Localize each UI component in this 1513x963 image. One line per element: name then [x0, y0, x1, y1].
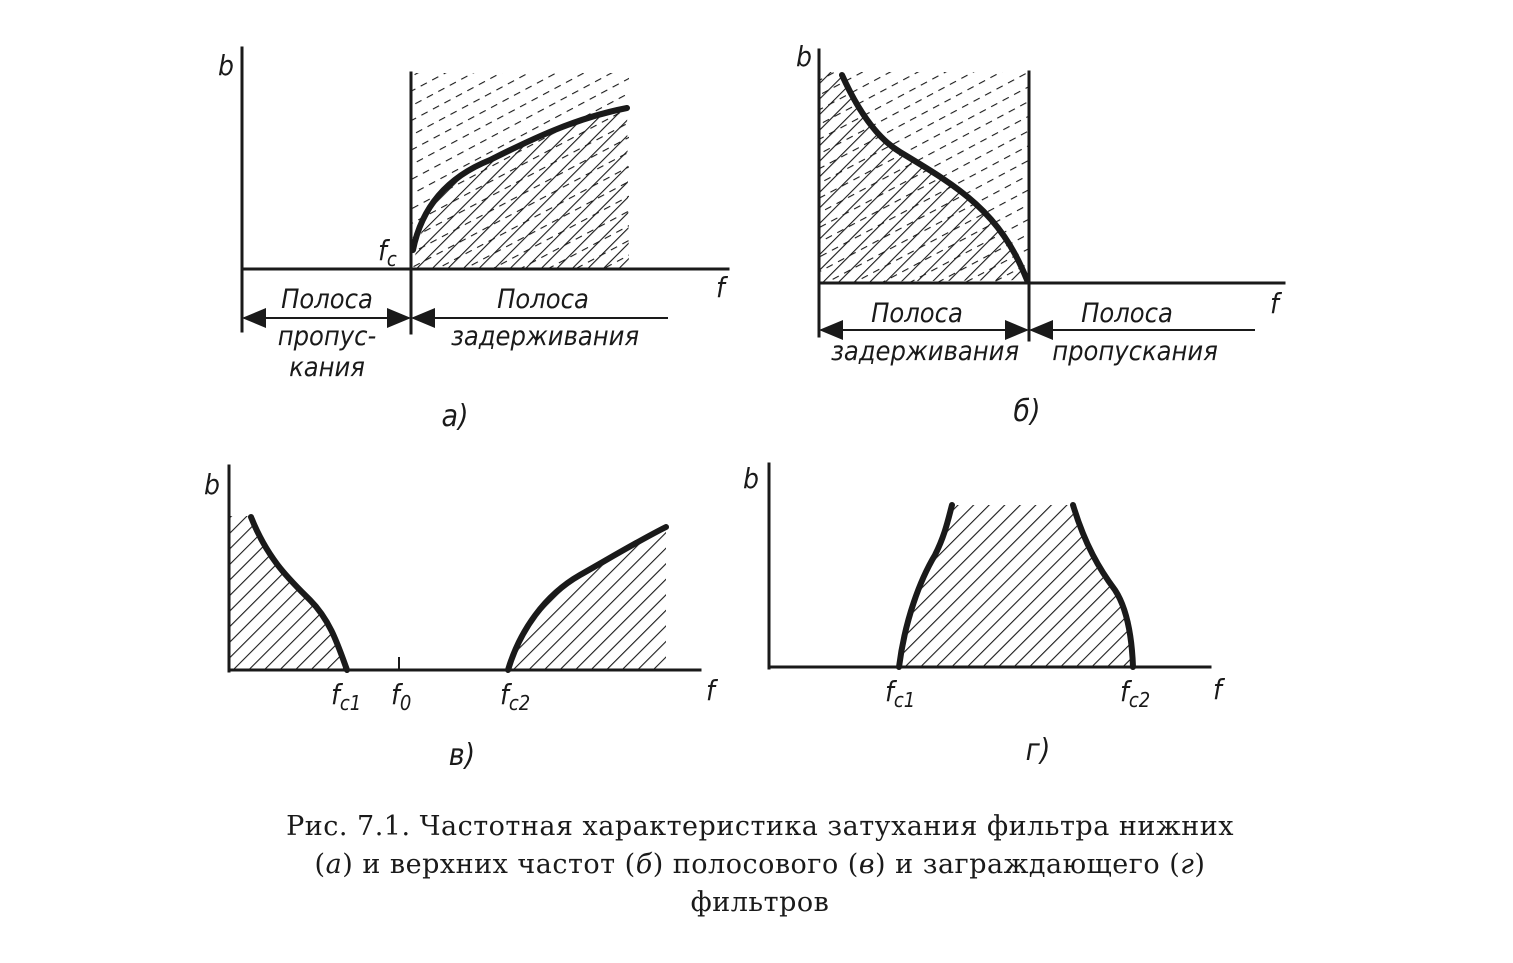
- caption-line-2: (а) и верхних частот (б) полосового (в) и заграждающего (г): [314, 849, 1206, 880]
- panel-a-stop-label-1: Полоса: [497, 284, 589, 315]
- panel-c-x-label: f: [706, 674, 715, 707]
- panel-b-stop-label-2: задерживания: [830, 336, 1020, 367]
- panel-d: [743, 462, 1226, 768]
- panel-a-pass-label-2: пропус-: [277, 321, 377, 352]
- panel-d-y-label: b: [743, 462, 759, 495]
- caption-line-1: Рис. 7.1. Частотная характеристика затухания фильтра нижних: [286, 811, 1234, 842]
- panel-b: [796, 40, 1284, 429]
- panel-c-right-hatch: [508, 527, 666, 670]
- panel-a-stop-label-2: задерживания: [450, 321, 640, 352]
- panel-a-pass-label-3: кания: [289, 352, 365, 383]
- panel-d-hatched-region: [899, 505, 1133, 667]
- panel-d-fc1-label: $f_{c1}$: [885, 675, 916, 712]
- panel-b-pass-label-2: пропускания: [1052, 336, 1218, 367]
- panel-c: [204, 466, 719, 773]
- panel-c-tag: в): [448, 738, 476, 773]
- panel-d-fc2-label: $f_{c2}$: [1120, 675, 1151, 712]
- panel-a-pass-label-1: Полоса: [281, 284, 373, 315]
- panel-a-x-label: f: [716, 271, 725, 304]
- panel-b-pass-label-1: Полоса: [1081, 298, 1173, 329]
- panel-d-x-label: f: [1213, 673, 1222, 706]
- panel-b-x-label: f: [1270, 287, 1279, 320]
- panel-b-tag: б): [1013, 394, 1041, 429]
- panel-c-left-hatch: [230, 516, 347, 670]
- panel-a-cutoff-label: $f_c$: [378, 234, 397, 271]
- panel-c-fc2-label: $f_{c2}$: [500, 678, 531, 715]
- panel-d-tag: г): [1025, 733, 1051, 768]
- panel-a: [218, 48, 729, 434]
- panel-c-f0-label: $f_0$: [391, 678, 412, 715]
- panel-b-y-label: b: [796, 40, 812, 73]
- panel-c-fc1-label: $f_{c1}$: [331, 678, 362, 715]
- caption-line-3: фильтров: [690, 887, 830, 918]
- panel-a-tag: а): [441, 399, 469, 434]
- panel-c-y-label: b: [204, 468, 220, 501]
- figure-caption: [150, 808, 1370, 922]
- panel-b-stop-label-1: Полоса: [871, 298, 963, 329]
- panel-a-y-label: b: [218, 49, 234, 82]
